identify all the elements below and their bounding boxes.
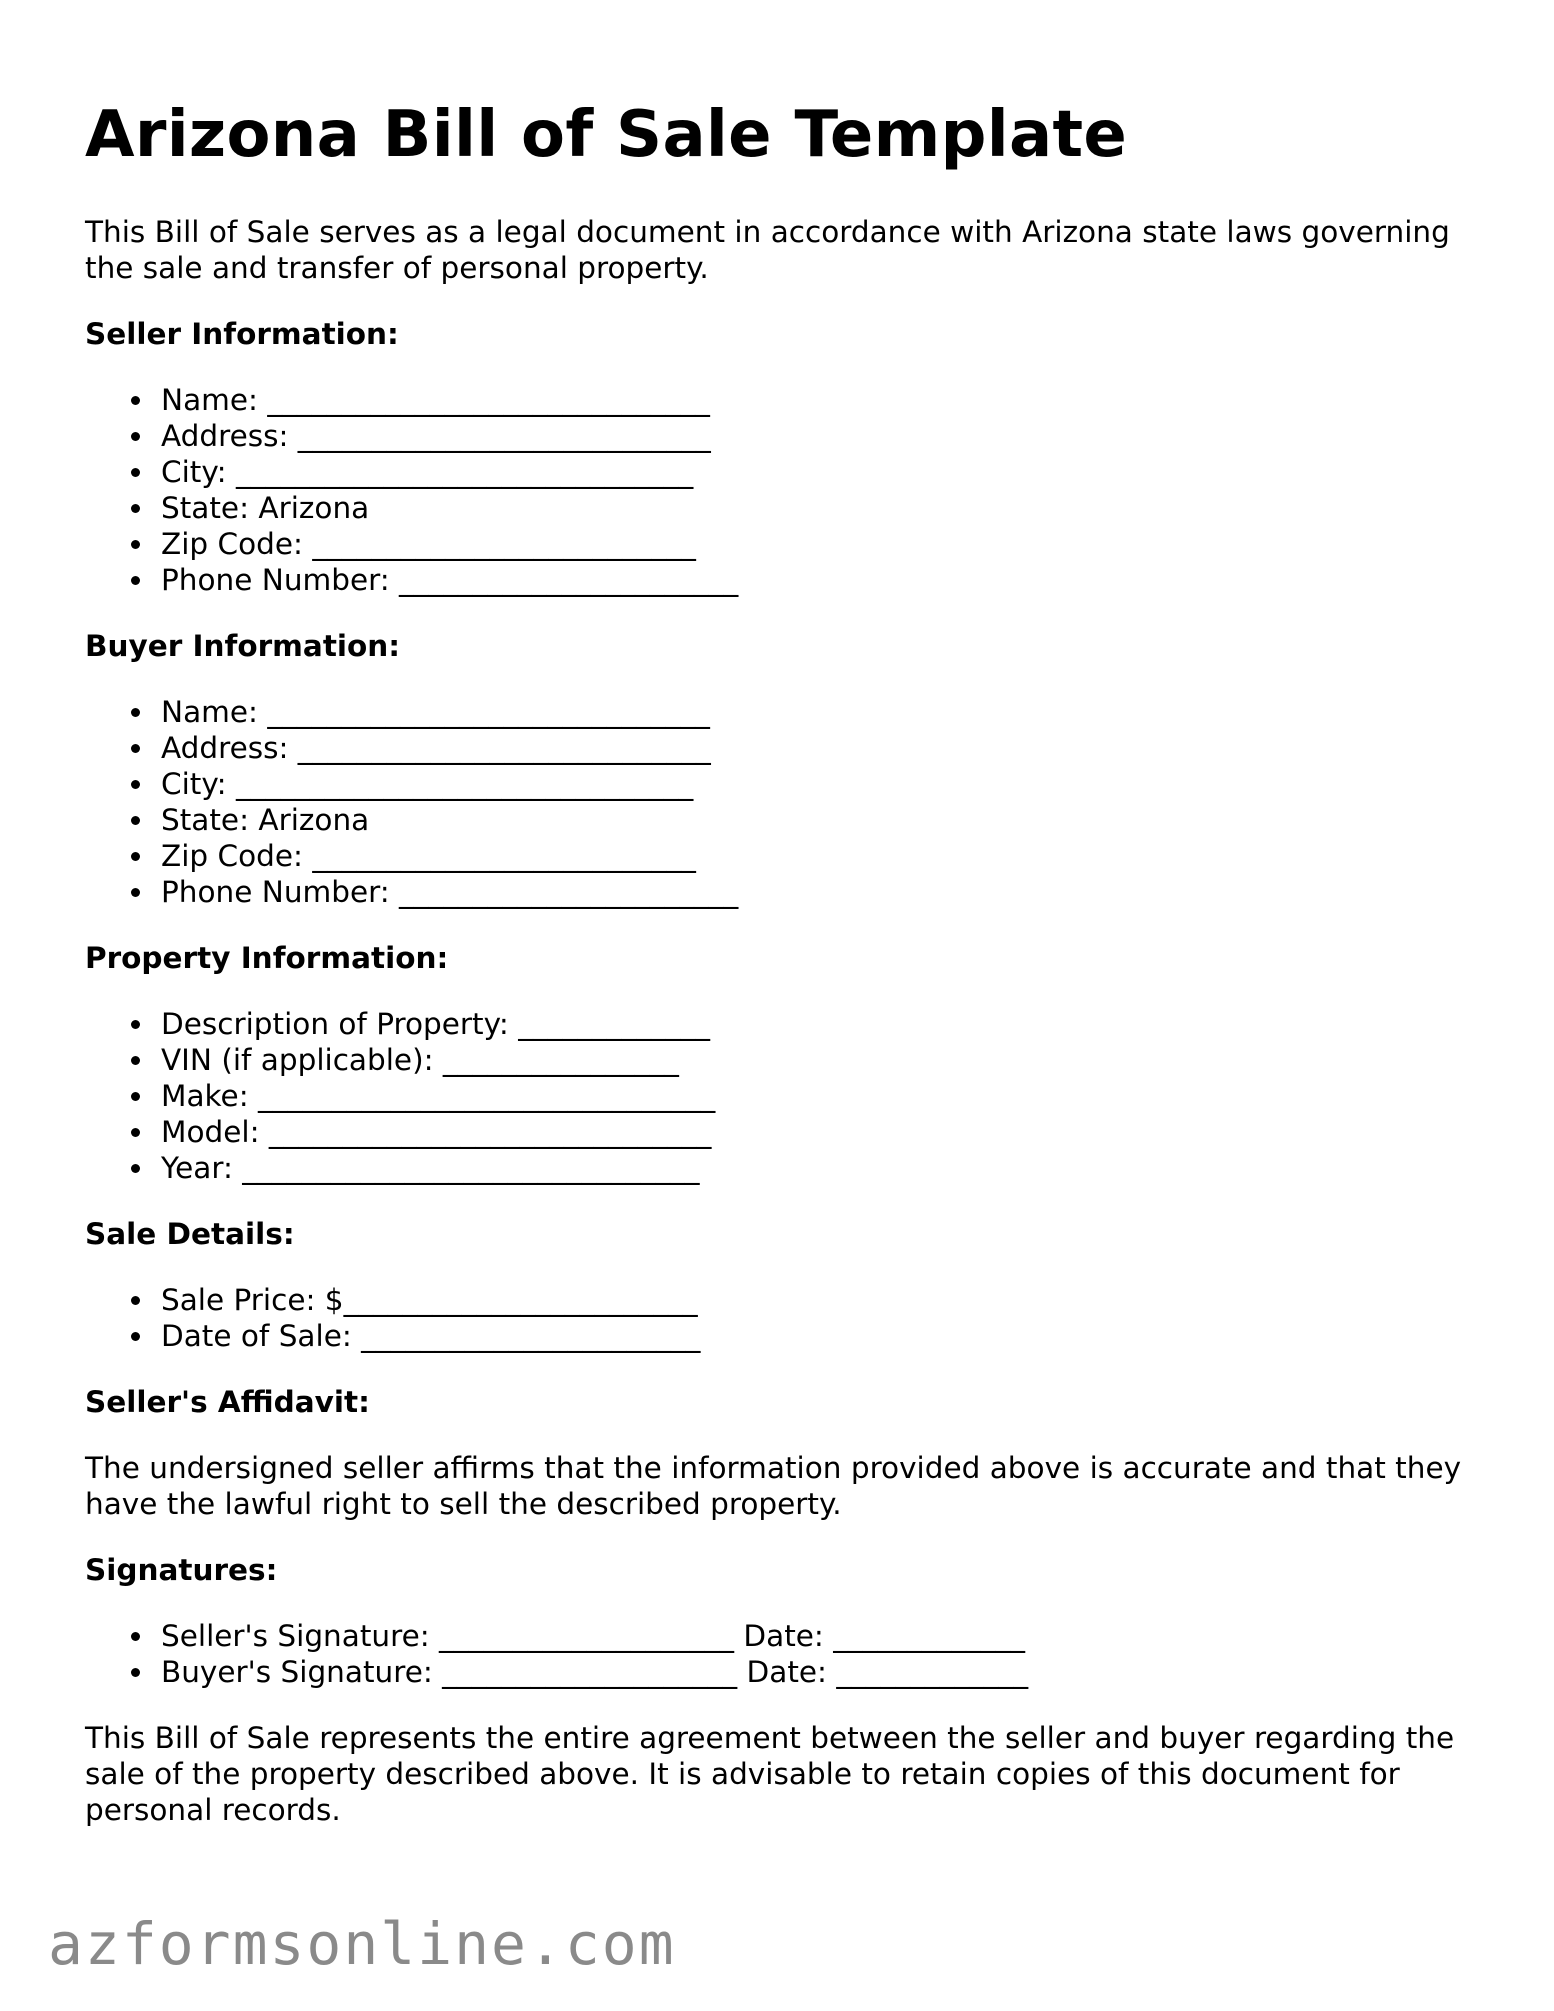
seller-phone-line: Phone Number: _______________________ (161, 563, 739, 598)
sale-list (85, 1282, 1485, 1354)
property-vin-line: VIN (if applicable): ________________ (161, 1043, 679, 1078)
watermark: azformsonline.com (48, 1910, 676, 1978)
bullet-icon (131, 1296, 140, 1305)
list-item (85, 1006, 1485, 1042)
bullet-icon (131, 1020, 140, 1029)
buyer-state-line: State: Arizona (161, 803, 370, 838)
list-item (85, 418, 1485, 454)
list-item (85, 1318, 1485, 1354)
bullet-icon (131, 708, 140, 717)
property-list (85, 1006, 1485, 1186)
document-page (85, 100, 1485, 1858)
page-title: Arizona Bill of Sale Template (85, 98, 1128, 172)
bullet-icon (131, 888, 140, 897)
bullet-icon (131, 852, 140, 861)
list-item (85, 1114, 1485, 1150)
list-item (85, 1042, 1485, 1078)
list-item (85, 382, 1485, 418)
list-item (85, 1150, 1485, 1186)
list-item (85, 1078, 1485, 1114)
list-item (85, 802, 1485, 838)
property-model-line: Model: ______________________________ (161, 1115, 712, 1150)
property-make-line: Make: _______________________________ (161, 1079, 716, 1114)
closing-paragraph: This Bill of Sale represents the entire agreement between the seller and buyer regarding the sale of the property described above. It is advisable to retain copies of this document for personal records. (85, 1721, 1455, 1828)
list-item (85, 730, 1485, 766)
bullet-icon (131, 432, 140, 441)
bullet-icon (131, 504, 140, 513)
list-item (85, 766, 1485, 802)
sale-price-line: Sale Price: $________________________ (161, 1283, 698, 1318)
list-item (85, 562, 1485, 598)
sale-heading: Sale Details: (85, 1217, 295, 1252)
seller-name-line: Name: ______________________________ (161, 383, 710, 418)
intro-paragraph: This Bill of Sale serves as a legal document in accordance with Arizona state laws governing the sale and transfer of personal property. (85, 215, 1450, 286)
buyer-heading: Buyer Information: (85, 629, 401, 664)
bullet-icon (131, 1332, 140, 1341)
bullet-icon (131, 1092, 140, 1101)
seller-signature-line: Seller's Signature: ____________________ Date: _____________ (161, 1619, 1025, 1654)
list-item (85, 874, 1485, 910)
seller-city-line: City: _______________________________ (161, 455, 694, 490)
list-item (85, 838, 1485, 874)
seller-address-line: Address: ____________________________ (161, 419, 711, 454)
bullet-icon (131, 1632, 140, 1641)
bullet-icon (131, 816, 140, 825)
seller-state-line: State: Arizona (161, 491, 370, 526)
affidavit-paragraph: The undersigned seller affirms that the information provided above is accurate and that they have the lawful right to sell the described property. (85, 1451, 1462, 1522)
buyer-city-line: City: _______________________________ (161, 767, 694, 802)
list-item (85, 1618, 1485, 1654)
affidavit-heading: Seller's Affidavit: (85, 1385, 370, 1420)
buyer-address-line: Address: ____________________________ (161, 731, 711, 766)
list-item (85, 454, 1485, 490)
bullet-icon (131, 396, 140, 405)
buyer-zip-line: Zip Code: __________________________ (161, 839, 696, 874)
buyer-phone-line: Phone Number: _______________________ (161, 875, 739, 910)
bullet-icon (131, 540, 140, 549)
signatures-list (85, 1618, 1485, 1690)
buyer-name-line: Name: ______________________________ (161, 695, 710, 730)
property-description-line: Description of Property: _____________ (161, 1007, 710, 1042)
property-year-line: Year: _______________________________ (161, 1151, 700, 1186)
bullet-icon (131, 1056, 140, 1065)
seller-heading: Seller Information: (85, 317, 399, 352)
sale-date-line: Date of Sale: _______________________ (161, 1319, 701, 1354)
buyer-list (85, 694, 1485, 910)
bullet-icon (131, 1668, 140, 1677)
bullet-icon (131, 780, 140, 789)
list-item (85, 694, 1485, 730)
bullet-icon (131, 1128, 140, 1137)
bullet-icon (131, 744, 140, 753)
list-item (85, 1654, 1485, 1690)
seller-zip-line: Zip Code: __________________________ (161, 527, 696, 562)
list-item (85, 1282, 1485, 1318)
signatures-heading: Signatures: (85, 1553, 278, 1588)
bullet-icon (131, 468, 140, 477)
list-item (85, 526, 1485, 562)
bullet-icon (131, 1164, 140, 1173)
seller-list (85, 382, 1485, 598)
buyer-signature-line: Buyer's Signature: ____________________ Date: _____________ (161, 1655, 1029, 1690)
bullet-icon (131, 576, 140, 585)
list-item (85, 490, 1485, 526)
property-heading: Property Information: (85, 941, 449, 976)
